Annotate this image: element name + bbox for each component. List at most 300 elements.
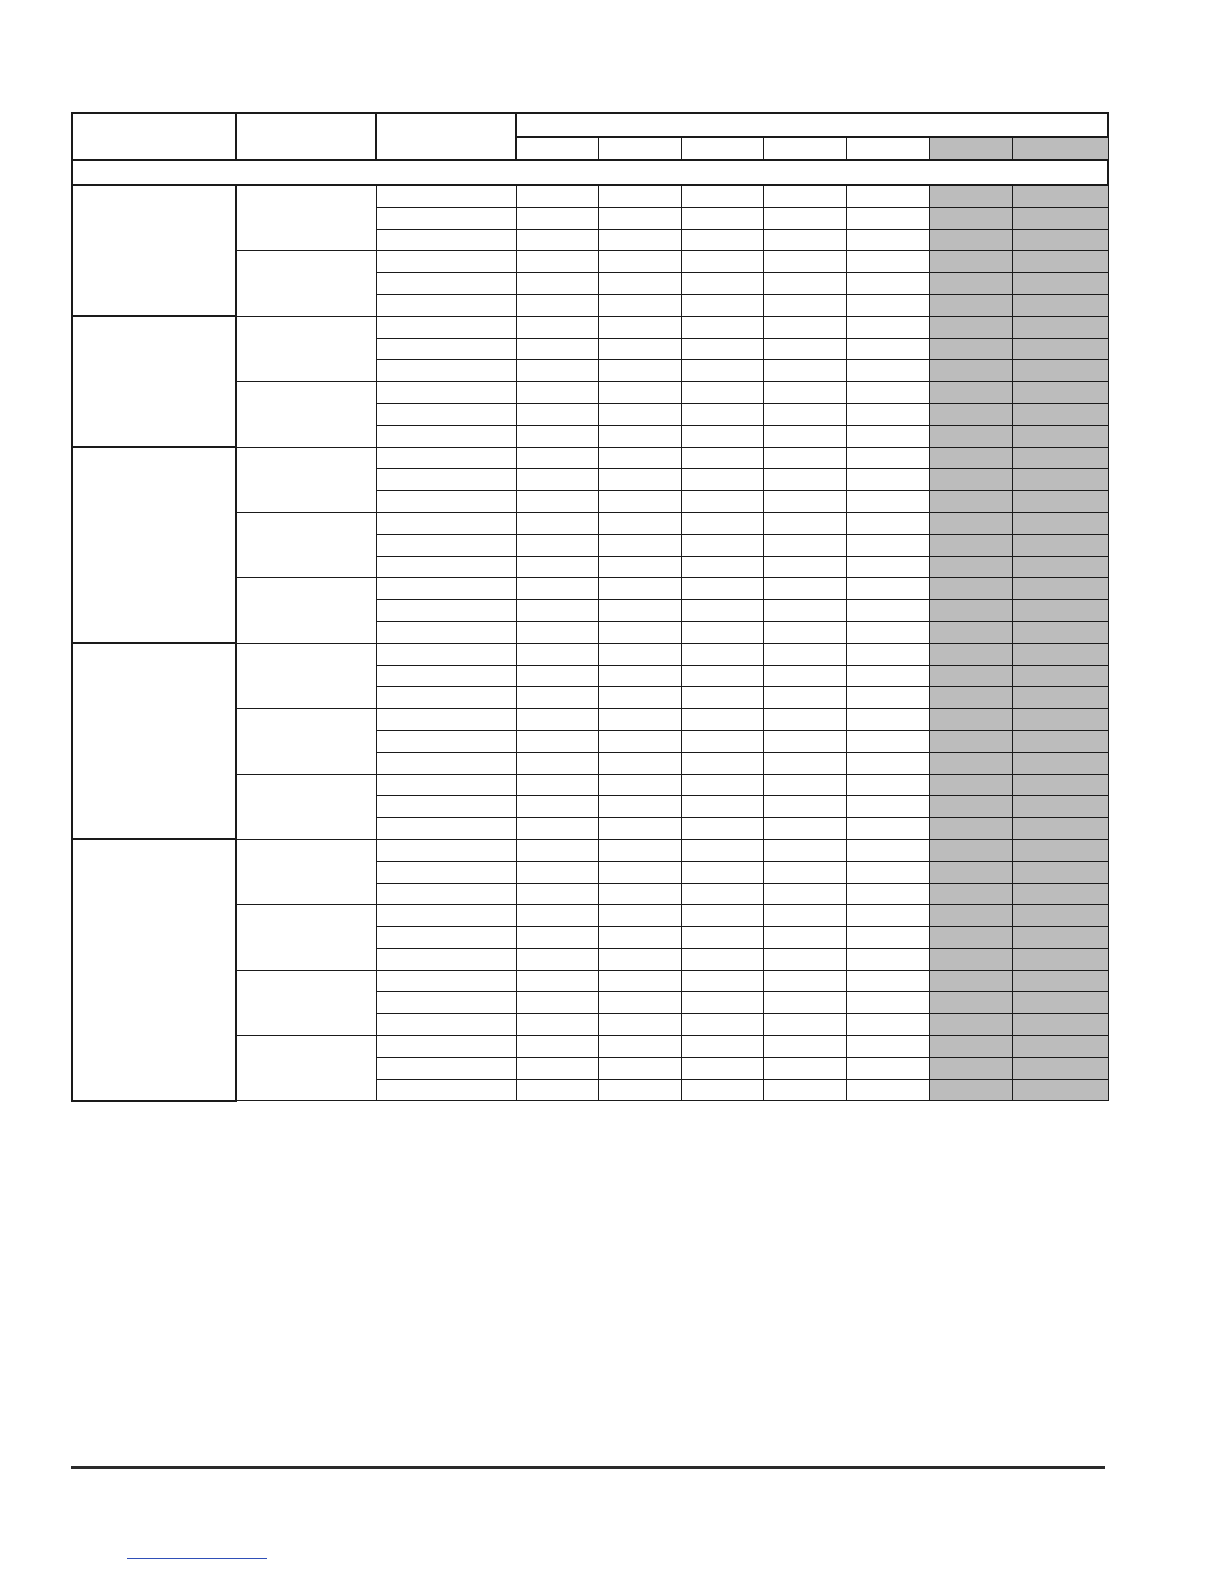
table-cell [598,512,681,534]
group-label-cell [72,447,236,643]
table-cell [376,883,516,905]
table-cell [846,251,929,273]
table-cell [376,447,516,469]
table-cell [846,207,929,229]
table-cell [763,1057,846,1079]
table-cell-shaded [929,970,1012,992]
table-cell [516,861,598,883]
table-cell [681,861,763,883]
table-cell [598,883,681,905]
table-cell [681,1079,763,1101]
table-cell [598,556,681,578]
table-cell-shaded [929,294,1012,316]
table-cell [681,425,763,447]
table-cell-shaded [929,687,1012,709]
table-cell [376,1079,516,1101]
table-cell [763,948,846,970]
table-cell [376,316,516,338]
table-cell [516,360,598,382]
table-cell [763,1036,846,1058]
table-row [72,316,1108,338]
table-cell [681,752,763,774]
subgroup-label-cell [236,970,376,1035]
table-cell-shaded [1012,1079,1108,1101]
table-cell [516,774,598,796]
table-cell [376,578,516,600]
table-cell [516,970,598,992]
table-cell [846,1014,929,1036]
table-cell [516,251,598,273]
table-cell [516,207,598,229]
table-cell [598,1014,681,1036]
table-cell-shaded [929,643,1012,665]
table-cell-shaded [929,1057,1012,1079]
table-cell [598,534,681,556]
table-cell [376,948,516,970]
table-cell [763,1079,846,1101]
table-cell [598,861,681,883]
table-cell [846,948,929,970]
table-cell [376,338,516,360]
subgroup-label-cell [236,643,376,708]
table-cell [516,1014,598,1036]
table-cell-shaded [1012,665,1108,687]
table-cell [376,927,516,949]
table-cell [598,382,681,404]
table-cell [598,730,681,752]
table-cell [846,1057,929,1079]
table-cell [598,948,681,970]
table-cell-shaded [1012,425,1108,447]
table-cell [516,905,598,927]
table-cell [763,927,846,949]
table-cell-shaded [929,556,1012,578]
table-cell [516,709,598,731]
table-cell [681,992,763,1014]
table-cell [763,207,846,229]
table-cell [681,403,763,425]
table-cell [598,294,681,316]
table-row [72,643,1108,665]
table-cell-shaded [1012,709,1108,731]
table-cell [846,818,929,840]
table-cell-shaded [929,927,1012,949]
table-cell-shaded [1012,360,1108,382]
table-cell [376,839,516,861]
table-cell-shaded [1012,403,1108,425]
table-cell [846,774,929,796]
table-cell [376,818,516,840]
table-cell-shaded [1012,534,1108,556]
table-cell [846,229,929,251]
table-cell [763,491,846,513]
table-cell [763,992,846,1014]
table-cell [516,730,598,752]
table-cell [598,1057,681,1079]
table-cell [376,774,516,796]
table-cell [846,796,929,818]
table-cell-shaded [929,948,1012,970]
table-cell [376,360,516,382]
table-cell [376,970,516,992]
table-cell [763,861,846,883]
table-cell [598,774,681,796]
table-cell [763,970,846,992]
table-cell-shaded [929,752,1012,774]
table-cell [681,273,763,295]
table-cell [376,709,516,731]
table-cell [516,643,598,665]
table-cell [376,600,516,622]
table-cell [516,229,598,251]
table-cell-shaded [1012,491,1108,513]
table-cell [598,447,681,469]
table-cell-shaded [929,534,1012,556]
table-cell [598,578,681,600]
table-cell [598,491,681,513]
table-cell [598,905,681,927]
table-cell [376,207,516,229]
table-cell [763,556,846,578]
table-cell-shaded [929,839,1012,861]
table-cell [763,796,846,818]
table-cell [598,469,681,491]
table-cell [516,600,598,622]
table-cell [516,512,598,534]
table-cell [681,556,763,578]
table-cell [846,905,929,927]
table-cell [846,294,929,316]
table-cell-shaded [1012,273,1108,295]
table-cell [376,1057,516,1079]
subgroup-label-cell [236,185,376,251]
table-cell-shaded [1012,294,1108,316]
table-cell [763,600,846,622]
table-cell-shaded [929,229,1012,251]
table-cell-shaded [929,621,1012,643]
table-cell-shaded [929,338,1012,360]
table-cell [376,905,516,927]
table-cell-shaded [1012,382,1108,404]
table-cell [516,185,598,207]
table-cell [846,469,929,491]
table-cell [598,338,681,360]
table-cell [598,1036,681,1058]
table-cell-shaded [929,382,1012,404]
table-cell [376,273,516,295]
table-cell [516,665,598,687]
table-row [72,447,1108,469]
table-cell [376,730,516,752]
table-cell [598,185,681,207]
table-cell [763,403,846,425]
table-cell [846,491,929,513]
table-cell [376,752,516,774]
table-cell [516,491,598,513]
table-cell [376,621,516,643]
table-cell [376,992,516,1014]
table-cell-shaded [929,469,1012,491]
table-cell [598,207,681,229]
table-cell-shaded [1012,447,1108,469]
table-cell [681,600,763,622]
data-table-frame [71,112,1107,1096]
table-cell-shaded [929,1079,1012,1101]
subgroup-label-cell [236,447,376,512]
table-cell-shaded [1012,687,1108,709]
subgroup-label-cell [236,578,376,643]
table-cell [846,360,929,382]
table-cell-shaded [1012,578,1108,600]
sub-header-cell [763,137,846,160]
table-cell [376,1036,516,1058]
table-cell [846,185,929,207]
group-label-cell [72,316,236,447]
table-cell-shaded [929,316,1012,338]
table-cell-shaded [929,447,1012,469]
table-cell-shaded [1012,927,1108,949]
table-cell [846,839,929,861]
table-cell [376,403,516,425]
sub-header-cell [681,137,763,160]
table-cell [598,403,681,425]
table-cell [516,469,598,491]
table-cell [516,534,598,556]
table-cell [763,469,846,491]
table-cell-shaded [929,273,1012,295]
table-cell [376,512,516,534]
table-cell [763,818,846,840]
table-cell [763,294,846,316]
table-cell-shaded [929,251,1012,273]
table-cell [516,273,598,295]
table-cell [516,403,598,425]
column-header-2 [236,113,376,160]
table-cell [516,992,598,1014]
table-cell [763,447,846,469]
table-cell [763,752,846,774]
table-cell-shaded [1012,752,1108,774]
table-cell [516,796,598,818]
table-cell [598,796,681,818]
table-cell [376,1014,516,1036]
table-cell [846,403,929,425]
table-cell [763,621,846,643]
group-label-cell [72,643,236,839]
table-cell-shaded [929,730,1012,752]
table-cell [681,491,763,513]
table-cell-shaded [929,185,1012,207]
table-cell-shaded [1012,774,1108,796]
table-cell [516,883,598,905]
table-cell-shaded [1012,1014,1108,1036]
table-cell [598,425,681,447]
table-cell [681,447,763,469]
table-cell [516,621,598,643]
table-cell [846,273,929,295]
table-cell [681,883,763,905]
table-cell [846,447,929,469]
table-cell [846,992,929,1014]
sub-header-cell-shaded [929,137,1012,160]
table-cell-shaded [1012,512,1108,534]
table-cell [846,425,929,447]
subgroup-label-cell [236,1036,376,1101]
table-cell [763,273,846,295]
sub-header-cell [516,137,598,160]
table-cell [763,251,846,273]
table-cell [598,665,681,687]
data-table [71,112,1109,1102]
table-cell [376,469,516,491]
table-cell [846,709,929,731]
table-cell-shaded [1012,905,1108,927]
table-cell-shaded [1012,1057,1108,1079]
table-cell-shaded [1012,621,1108,643]
section-label [72,160,1108,185]
table-cell-shaded [929,1014,1012,1036]
footer-link[interactable] [127,1558,267,1559]
table-cell [598,970,681,992]
table-cell-shaded [1012,818,1108,840]
table-cell [846,730,929,752]
table-cell [763,883,846,905]
table-cell [846,970,929,992]
table-cell [763,774,846,796]
table-cell [516,1079,598,1101]
table-cell [846,927,929,949]
table-cell [681,512,763,534]
table-cell-shaded [1012,556,1108,578]
table-cell [681,730,763,752]
table-cell [681,1014,763,1036]
table-cell-shaded [1012,251,1108,273]
table-cell [516,752,598,774]
table-cell [846,665,929,687]
table-cell [516,556,598,578]
table-cell [598,687,681,709]
table-cell [376,556,516,578]
table-cell-shaded [1012,207,1108,229]
subgroup-label-cell [236,839,376,904]
table-cell-shaded [1012,316,1108,338]
subgroup-label-cell [236,905,376,970]
table-cell [681,948,763,970]
table-cell [598,992,681,1014]
table-cell-shaded [929,774,1012,796]
table-cell [516,294,598,316]
header-row-top [72,113,1108,137]
table-cell [681,294,763,316]
table-cell-shaded [1012,185,1108,207]
table-cell [516,839,598,861]
table-cell [763,839,846,861]
table-cell [681,818,763,840]
subgroup-label-cell [236,251,376,316]
table-cell [846,534,929,556]
table-cell-shaded [1012,883,1108,905]
table-cell [598,600,681,622]
table-cell [681,970,763,992]
table-cell-shaded [1012,796,1108,818]
table-cell [681,774,763,796]
table-cell [376,491,516,513]
table-cell [376,229,516,251]
table-cell-shaded [929,403,1012,425]
table-cell [763,229,846,251]
table-cell [681,927,763,949]
table-cell [681,578,763,600]
table-cell [516,687,598,709]
table-cell [681,905,763,927]
table-cell [516,425,598,447]
table-cell-shaded [1012,1036,1108,1058]
table-cell [763,905,846,927]
table-cell [598,360,681,382]
table-cell [376,251,516,273]
table-cell [846,316,929,338]
table-cell [846,883,929,905]
table-cell-shaded [929,1036,1012,1058]
table-cell [681,251,763,273]
table-cell-shaded [929,512,1012,534]
table-cell [681,665,763,687]
table-cell-shaded [1012,970,1108,992]
table-cell [846,1079,929,1101]
table-cell [681,382,763,404]
table-cell-shaded [929,425,1012,447]
table-cell [846,578,929,600]
table-cell [598,643,681,665]
table-cell [763,643,846,665]
table-cell [763,730,846,752]
table-cell [681,687,763,709]
table-cell [516,1036,598,1058]
table-cell [763,578,846,600]
table-cell [846,556,929,578]
table-cell [598,818,681,840]
sub-header-cell [598,137,681,160]
table-cell [846,752,929,774]
table-cell [846,1036,929,1058]
table-cell-shaded [929,818,1012,840]
table-cell [846,600,929,622]
table-cell [516,1057,598,1079]
table-cell [376,687,516,709]
table-cell [516,447,598,469]
table-cell [598,229,681,251]
table-cell [598,709,681,731]
subgroup-label-cell [236,382,376,447]
table-cell [846,512,929,534]
table-cell [376,425,516,447]
table-cell [598,927,681,949]
table-cell [516,818,598,840]
column-header-1 [72,113,236,160]
subgroup-label-cell [236,512,376,577]
table-cell [681,643,763,665]
table-cell [763,425,846,447]
table-cell [598,752,681,774]
table-cell [846,382,929,404]
column-group-header [516,113,1108,137]
table-cell [763,512,846,534]
table-row [72,185,1108,207]
subgroup-label-cell [236,709,376,774]
table-cell [763,360,846,382]
table-cell [598,273,681,295]
table-cell [376,382,516,404]
